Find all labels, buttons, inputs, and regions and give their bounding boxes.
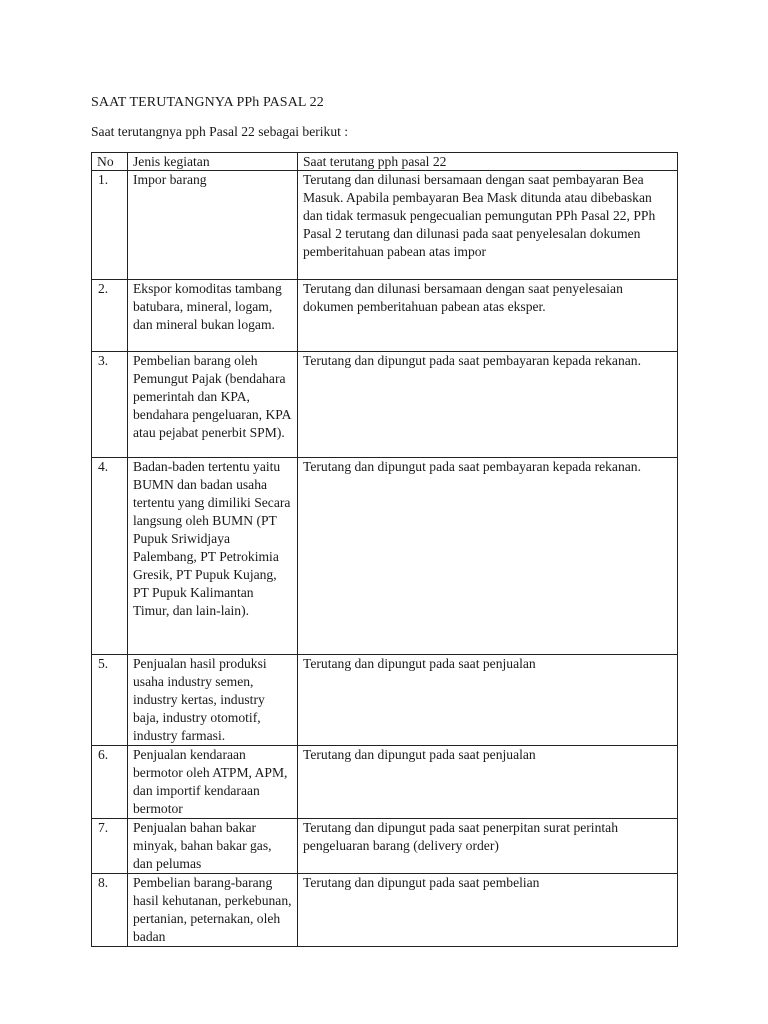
row-jenis: Penjualan hasil produksi usaha industry semen, industry kertas, industry baja, industry otomotif, industry farmasi.	[128, 655, 298, 746]
row-jenis: Pembelian barang oleh Pemungut Pajak (bendahara pemerintah dan KPA, bendahara pengeluaran, KPA atau pejabat penerbit SPM).	[128, 352, 298, 458]
row-saat: Terutang dan dipungut pada saat pembelian	[298, 874, 678, 947]
row-saat: Terutang dan dilunasi bersamaan dengan saat pembayaran Bea Masuk. Apabila pembayaran Bea Mask ditunda atau dibebaskan dan tidak termasuk pengecualian pemungutan PPh Pasal 22, PPh Pasal 2 terutang dan dilunasi pada saat penyelesalan dokumen pemberitahuan pabean atas impor	[298, 171, 678, 280]
row-jenis: Impor barang	[128, 171, 298, 280]
table-row	[92, 655, 678, 746]
table-row	[92, 280, 678, 352]
row-saat: Terutang dan dipungut pada saat pembayaran kepada rekanan.	[298, 352, 678, 458]
header-no: No	[92, 153, 128, 171]
row-jenis: Badan-baden tertentu yaitu BUMN dan badan usaha tertentu yang dimiliki Secara langsung oleh BUMN (PT Pupuk Sriwidjaya Palembang, PT Petrokimia Gresik, PT Pupuk Kujang, PT Pupuk Kalimantan Timur, dan lain-lain).	[128, 458, 298, 655]
table-row	[92, 352, 678, 458]
row-jenis: Penjualan kendaraan bermotor oleh ATPM, APM, dan importif kendaraan bermotor	[128, 746, 298, 819]
document-intro: Saat terutangnya pph Pasal 22 sebagai berikut :	[91, 124, 349, 139]
row-jenis: Ekspor komoditas tambang batubara, mineral, logam, dan mineral bukan logam.	[128, 280, 298, 352]
pph22-table	[91, 152, 678, 947]
table-row	[92, 874, 678, 947]
header-saat-terutang: Saat terutang pph pasal 22	[298, 153, 678, 171]
row-no: 2.	[92, 280, 128, 352]
row-no: 6.	[92, 746, 128, 819]
row-saat: Terutang dan dipungut pada saat penerpitan surat perintah pengeluaran barang (delivery order)	[298, 819, 678, 874]
row-saat: Terutang dan dilunasi bersamaan dengan saat penyelesaian dokumen pemberitahuan pabean atas eksper.	[298, 280, 678, 352]
table-header-row	[92, 153, 678, 171]
row-saat: Terutang dan dipungut pada saat penjualan	[298, 746, 678, 819]
document-title: SAAT TERUTANGNYA PPh PASAL 22	[91, 95, 324, 110]
table-row	[92, 171, 678, 280]
row-no: 8.	[92, 874, 128, 947]
row-saat: Terutang dan dipungut pada saat penjualan	[298, 655, 678, 746]
row-no: 3.	[92, 352, 128, 458]
table-row	[92, 458, 678, 655]
row-no: 1.	[92, 171, 128, 280]
row-no: 5.	[92, 655, 128, 746]
header-jenis-kegiatan: Jenis kegiatan	[128, 153, 298, 171]
row-jenis: Pembelian barang-barang hasil kehutanan, perkebunan, pertanian, peternakan, oleh badan	[128, 874, 298, 947]
row-jenis: Penjualan bahan bakar minyak, bahan bakar gas, dan pelumas	[128, 819, 298, 874]
table-row	[92, 819, 678, 874]
row-no: 7.	[92, 819, 128, 874]
row-saat: Terutang dan dipungut pada saat pembayaran kepada rekanan.	[298, 458, 678, 655]
row-no: 4.	[92, 458, 128, 655]
table-row	[92, 746, 678, 819]
